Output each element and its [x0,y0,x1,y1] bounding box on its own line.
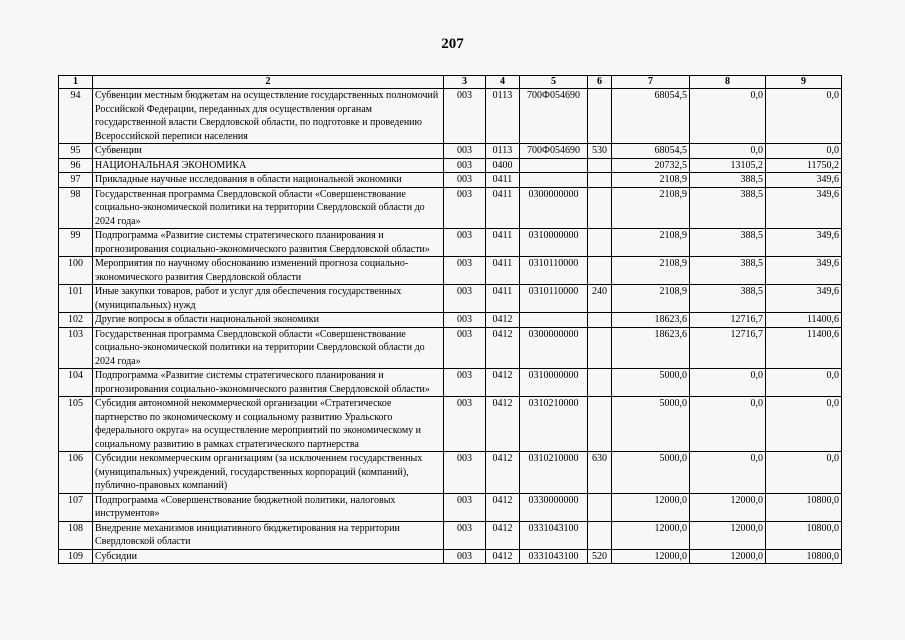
table-row [59,313,842,328]
table-row [59,89,842,144]
target-article-code: 0310110000 [520,257,588,285]
expense-type-code [588,397,612,452]
amount-col9: 349,6 [766,285,842,313]
row-number: 102 [59,313,93,328]
table-row [59,327,842,369]
section-code: 0412 [486,549,520,564]
section-code: 0411 [486,285,520,313]
admin-code: 003 [444,187,486,229]
expense-type-code: 630 [588,452,612,494]
target-article-code: 0331043100 [520,549,588,564]
target-article-code: 0310210000 [520,452,588,494]
row-number: 98 [59,187,93,229]
amount-col9: 10800,0 [766,549,842,564]
section-code: 0113 [486,89,520,144]
section-code: 0411 [486,257,520,285]
amount-col9: 11750,2 [766,158,842,173]
admin-code: 003 [444,158,486,173]
row-number: 108 [59,521,93,549]
amount-col9: 0,0 [766,89,842,144]
table-row [59,549,842,564]
admin-code: 003 [444,397,486,452]
amount-col8: 388,5 [690,257,766,285]
table-row [59,158,842,173]
header-cell: 9 [766,76,842,89]
amount-col8: 0,0 [690,397,766,452]
admin-code: 003 [444,452,486,494]
amount-col7: 2108,9 [612,229,690,257]
amount-col8: 388,5 [690,173,766,188]
amount-col7: 2108,9 [612,285,690,313]
row-name: Внедрение механизмов инициативного бюджетирования на территории Свердловской области [93,521,444,549]
row-name: НАЦИОНАЛЬНАЯ ЭКОНОМИКА [93,158,444,173]
section-code: 0412 [486,327,520,369]
expense-type-code [588,369,612,397]
table-row [59,285,842,313]
admin-code: 003 [444,173,486,188]
target-article-code: 0300000000 [520,327,588,369]
amount-col8: 388,5 [690,187,766,229]
admin-code: 003 [444,549,486,564]
section-code: 0400 [486,158,520,173]
expense-type-code [588,521,612,549]
amount-col7: 18623,6 [612,327,690,369]
admin-code: 003 [444,493,486,521]
table-row [59,144,842,159]
amount-col8: 388,5 [690,285,766,313]
row-number: 96 [59,158,93,173]
row-name: Государственная программа Свердловской области «Совершенствование социально-экономической политики на территории Свердловской области до 2024 года» [93,327,444,369]
row-number: 105 [59,397,93,452]
table-row [59,452,842,494]
admin-code: 003 [444,257,486,285]
target-article-code: 0331043100 [520,521,588,549]
table-row [59,187,842,229]
target-article-code [520,313,588,328]
expense-type-code [588,89,612,144]
amount-col8: 0,0 [690,89,766,144]
row-name: Иные закупки товаров, работ и услуг для обеспечения государственных (муниципальных) нужд [93,285,444,313]
amount-col9: 0,0 [766,452,842,494]
amount-col8: 12716,7 [690,313,766,328]
amount-col8: 12000,0 [690,521,766,549]
amount-col7: 5000,0 [612,397,690,452]
amount-col7: 2108,9 [612,187,690,229]
header-cell: 7 [612,76,690,89]
amount-col9: 349,6 [766,229,842,257]
section-code: 0411 [486,229,520,257]
expense-type-code [588,187,612,229]
admin-code: 003 [444,229,486,257]
row-name: Подпрограмма «Развитие системы стратегического планирования и прогнозирования социально-экономического развития Свердловской области» [93,229,444,257]
amount-col8: 12716,7 [690,327,766,369]
amount-col7: 12000,0 [612,549,690,564]
amount-col7: 68054,5 [612,89,690,144]
expense-type-code [588,493,612,521]
section-code: 0412 [486,521,520,549]
header-cell: 8 [690,76,766,89]
row-name: Субсидии [93,549,444,564]
target-article-code: 0310110000 [520,285,588,313]
section-code: 0412 [486,313,520,328]
table-row [59,173,842,188]
expense-type-code [588,173,612,188]
amount-col9: 11400,6 [766,327,842,369]
amount-col8: 0,0 [690,144,766,159]
row-number: 107 [59,493,93,521]
section-code: 0412 [486,369,520,397]
amount-col9: 11400,6 [766,313,842,328]
row-name: Субвенции местным бюджетам на осуществление государственных полномочий Российской Федерации, переданных для осуществления органам государственной власти Свердловской области, по подготовке и проведению Всероссийской переписи населения [93,89,444,144]
amount-col9: 0,0 [766,369,842,397]
amount-col9: 0,0 [766,397,842,452]
expense-type-code [588,158,612,173]
table-row [59,493,842,521]
row-number: 106 [59,452,93,494]
expense-type-code [588,327,612,369]
expense-type-code [588,229,612,257]
target-article-code: 0310000000 [520,369,588,397]
section-code: 0113 [486,144,520,159]
admin-code: 003 [444,327,486,369]
target-article-code [520,173,588,188]
section-code: 0412 [486,397,520,452]
header-row [59,76,842,89]
header-cell: 6 [588,76,612,89]
row-number: 101 [59,285,93,313]
expense-type-code: 530 [588,144,612,159]
admin-code: 003 [444,313,486,328]
row-number: 109 [59,549,93,564]
row-name: Субвенции [93,144,444,159]
expense-type-code [588,313,612,328]
header-cell: 3 [444,76,486,89]
amount-col9: 349,6 [766,187,842,229]
row-number: 95 [59,144,93,159]
row-name: Подпрограмма «Совершенствование бюджетной политики, налоговых инструментов» [93,493,444,521]
amount-col7: 2108,9 [612,173,690,188]
target-article-code: 700Ф054690 [520,89,588,144]
row-name: Подпрограмма «Развитие системы стратегического планирования и прогнозирования социально-экономического развития Свердловской области» [93,369,444,397]
admin-code: 003 [444,89,486,144]
row-name: Другие вопросы в области национальной экономики [93,313,444,328]
amount-col7: 2108,9 [612,257,690,285]
target-article-code [520,158,588,173]
target-article-code: 700Ф054690 [520,144,588,159]
section-code: 0412 [486,452,520,494]
target-article-code: 0310000000 [520,229,588,257]
row-number: 94 [59,89,93,144]
expense-type-code [588,257,612,285]
row-number: 103 [59,327,93,369]
row-name: Государственная программа Свердловской области «Совершенствование социально-экономической политики на территории Свердловской области до 2024 года» [93,187,444,229]
row-number: 99 [59,229,93,257]
admin-code: 003 [444,285,486,313]
amount-col9: 10800,0 [766,521,842,549]
amount-col9: 0,0 [766,144,842,159]
amount-col7: 5000,0 [612,369,690,397]
section-code: 0411 [486,173,520,188]
page-number: 207 [441,36,464,52]
amount-col9: 349,6 [766,257,842,285]
amount-col8: 12000,0 [690,549,766,564]
admin-code: 003 [444,521,486,549]
amount-col8: 13105,2 [690,158,766,173]
row-name: Субсидии некоммерческим организациям (за исключением государственных (муниципальных) учреждений, государственных корпораций (компаний), публично-правовых компаний) [93,452,444,494]
row-number: 100 [59,257,93,285]
amount-col7: 12000,0 [612,521,690,549]
table-row [59,397,842,452]
header-cell: 5 [520,76,588,89]
row-name: Прикладные научные исследования в области национальной экономики [93,173,444,188]
row-name: Мероприятия по научному обоснованию изменений прогноза социально-экономического развития Свердловской области [93,257,444,285]
budget-table [58,75,842,564]
amount-col8: 0,0 [690,452,766,494]
section-code: 0411 [486,187,520,229]
admin-code: 003 [444,369,486,397]
row-name: Субсидия автономной некоммерческой организации «Стратегическое партнерство по экономическому и социальному развитию Уральского федерального округа» на осуществление мероприятий по экономическому и социальному развитию в рамках стратегического партнерства [93,397,444,452]
amount-col7: 18623,6 [612,313,690,328]
header-cell: 1 [59,76,93,89]
amount-col9: 10800,0 [766,493,842,521]
target-article-code: 0310210000 [520,397,588,452]
table-row [59,229,842,257]
amount-col7: 12000,0 [612,493,690,521]
table-row [59,369,842,397]
amount-col7: 68054,5 [612,144,690,159]
table-row [59,521,842,549]
table-row [59,257,842,285]
amount-col8: 388,5 [690,229,766,257]
target-article-code: 0330000000 [520,493,588,521]
amount-col7: 5000,0 [612,452,690,494]
amount-col9: 349,6 [766,173,842,188]
header-cell: 4 [486,76,520,89]
amount-col7: 20732,5 [612,158,690,173]
target-article-code: 0300000000 [520,187,588,229]
row-number: 97 [59,173,93,188]
admin-code: 003 [444,144,486,159]
section-code: 0412 [486,493,520,521]
expense-type-code: 240 [588,285,612,313]
header-cell: 2 [93,76,444,89]
amount-col8: 12000,0 [690,493,766,521]
row-number: 104 [59,369,93,397]
expense-type-code: 520 [588,549,612,564]
amount-col8: 0,0 [690,369,766,397]
